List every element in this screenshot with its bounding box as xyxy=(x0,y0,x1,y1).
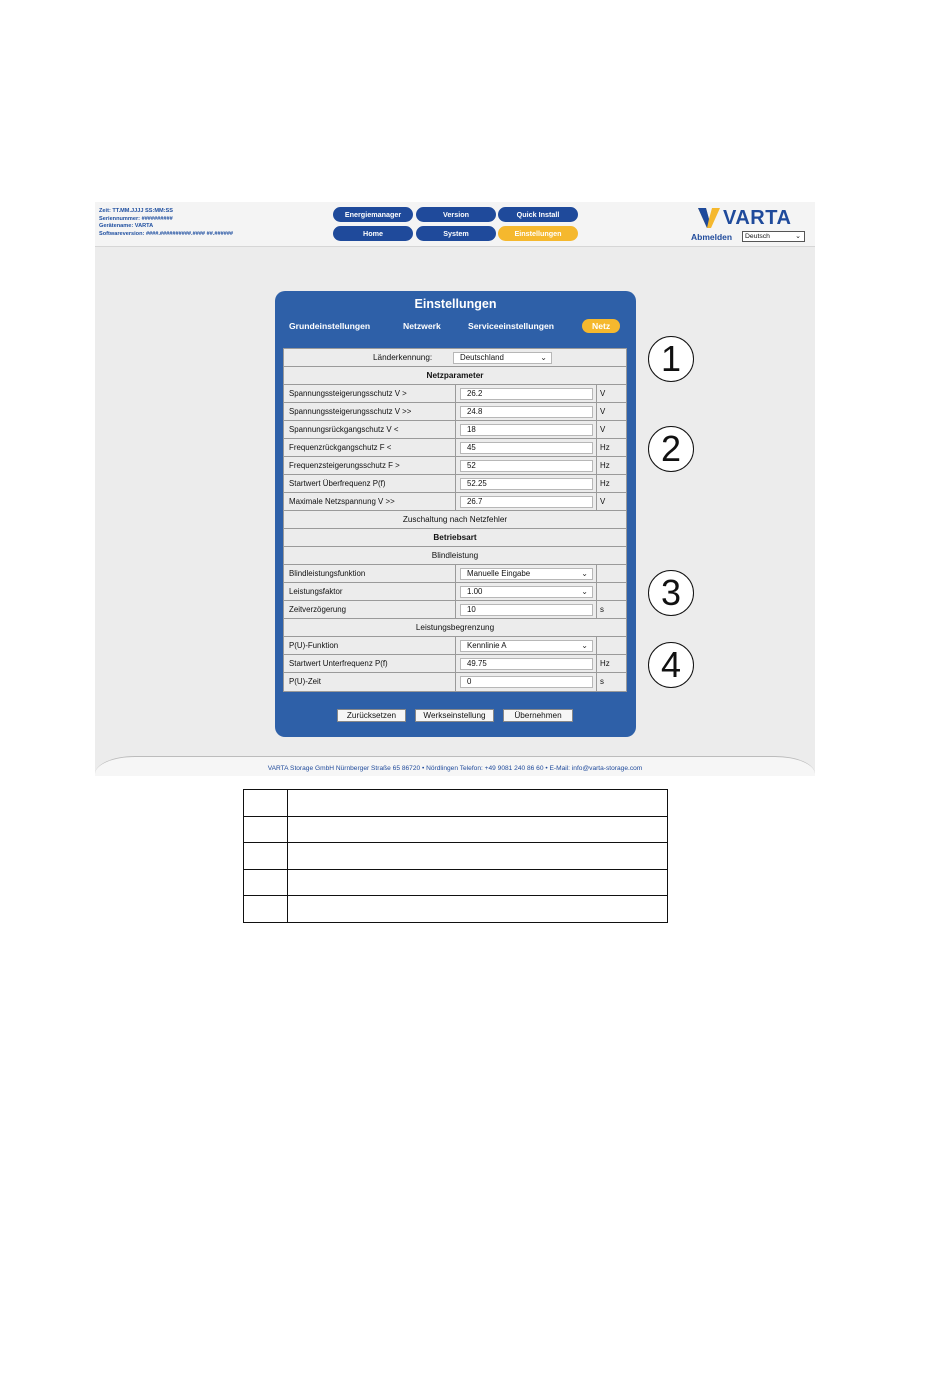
row-label: Startwert Überfrequenz P(f) xyxy=(289,479,386,488)
legend-table xyxy=(243,789,668,923)
laenderkennung-label: Länderkennung: xyxy=(373,353,433,362)
table-row xyxy=(244,869,668,896)
table-row xyxy=(284,655,626,673)
tab-netzwerk[interactable]: Netzwerk xyxy=(403,321,441,331)
unit-label: V xyxy=(600,425,606,434)
row-label: Startwert Unterfrequenz P(f) xyxy=(289,659,388,668)
table-cell xyxy=(288,896,668,923)
value-input[interactable]: 49.75 xyxy=(460,658,593,670)
column-divider xyxy=(596,385,597,402)
table-cell xyxy=(288,869,668,896)
value-input[interactable]: 26.7 xyxy=(460,496,593,508)
value-input[interactable]: 52 xyxy=(460,460,593,472)
column-divider xyxy=(455,601,456,618)
column-divider xyxy=(455,565,456,582)
row-label: Leistungsfaktor xyxy=(289,587,343,596)
logo-text: VARTA xyxy=(723,207,792,229)
app-screen xyxy=(95,202,815,776)
software-version-text: Softwareversion: ####.##########.#### ##.###### xyxy=(99,230,234,237)
footer xyxy=(95,756,815,776)
column-divider xyxy=(596,637,597,654)
language-value: Deutsch xyxy=(745,233,770,240)
column-divider xyxy=(596,421,597,438)
column-divider xyxy=(455,475,456,492)
callout-marker: 2 xyxy=(648,426,694,472)
value-input[interactable]: 45 xyxy=(460,442,593,454)
value-input[interactable]: 52.25 xyxy=(460,478,593,490)
chevron-down-icon: ⌄ xyxy=(540,353,547,362)
column-divider xyxy=(455,403,456,420)
nav-home-button[interactable]: Home xyxy=(333,226,413,241)
table-row xyxy=(244,843,668,870)
column-divider xyxy=(455,655,456,672)
column-divider xyxy=(596,673,597,691)
varta-logo xyxy=(697,206,807,230)
column-divider xyxy=(596,439,597,456)
blindleistungsfunktion-select[interactable] xyxy=(460,568,593,580)
settings-table xyxy=(283,348,627,692)
row-label: Spannungssteigerungsschutz V >> xyxy=(289,407,412,416)
column-divider xyxy=(455,457,456,474)
table-row xyxy=(244,816,668,843)
nav-system-button[interactable]: System xyxy=(416,226,496,241)
value-input[interactable]: 26.2 xyxy=(460,388,593,400)
table-row xyxy=(284,439,626,457)
row-label: P(U)-Zeit xyxy=(289,677,321,686)
chevron-down-icon: ⌄ xyxy=(581,569,588,578)
column-divider xyxy=(596,403,597,420)
column-divider xyxy=(596,475,597,492)
column-divider xyxy=(455,385,456,402)
value-input[interactable]: 24.8 xyxy=(460,406,593,418)
column-divider xyxy=(455,421,456,438)
table-row xyxy=(244,896,668,923)
column-divider xyxy=(455,637,456,654)
top-bar xyxy=(95,202,815,247)
tab-grundeinstellungen[interactable]: Grundeinstellungen xyxy=(289,321,371,331)
column-divider xyxy=(596,583,597,600)
select-value: Kennlinie A xyxy=(467,641,507,650)
nav-energiemanager-button[interactable]: Energiemanager xyxy=(333,207,413,222)
nav-quick-install-button[interactable]: Quick Install xyxy=(498,207,578,222)
row-label: Spannungsrückgangschutz V < xyxy=(289,425,399,434)
pu-funktion-select[interactable] xyxy=(460,640,593,652)
logout-link[interactable]: Abmelden xyxy=(691,232,733,242)
language-select[interactable] xyxy=(742,231,805,242)
table-cell xyxy=(244,896,288,923)
tab-serviceeinstellungen[interactable]: Serviceeinstellungen xyxy=(468,321,554,331)
row-label: Frequenzsteigerungsschutz F > xyxy=(289,461,400,470)
callout-marker: 3 xyxy=(648,570,694,616)
row-label: Blindleistungsfunktion xyxy=(289,569,366,578)
table-row xyxy=(284,385,626,403)
column-divider xyxy=(596,493,597,510)
row-label: Frequenzrückgangschutz F < xyxy=(289,443,392,452)
table-cell xyxy=(288,790,668,817)
table-row xyxy=(244,790,668,817)
row-label: P(U)-Funktion xyxy=(289,641,339,650)
table-row xyxy=(284,673,626,691)
column-divider xyxy=(596,565,597,582)
chevron-down-icon: ⌄ xyxy=(581,587,588,596)
column-divider xyxy=(596,457,597,474)
value-input[interactable]: 10 xyxy=(460,604,593,616)
section-netzparameter: Netzparameter xyxy=(284,367,626,385)
nav-version-button[interactable]: Version xyxy=(416,207,496,222)
table-row xyxy=(284,583,626,601)
unit-label: Hz xyxy=(600,479,610,488)
unit-label: V xyxy=(600,407,606,416)
unit-label: Hz xyxy=(600,659,610,668)
column-divider xyxy=(455,673,456,691)
column-divider xyxy=(596,601,597,618)
section-zuschaltung: Zuschaltung nach Netzfehler xyxy=(284,511,626,529)
tab-netz[interactable]: Netz xyxy=(582,319,620,333)
table-row xyxy=(284,493,626,511)
nav-einstellungen-button[interactable]: Einstellungen xyxy=(498,226,578,241)
table-cell xyxy=(288,843,668,870)
varta-v-icon xyxy=(697,206,721,230)
callout-marker: 4 xyxy=(648,642,694,688)
device-info xyxy=(99,208,233,238)
reset-button[interactable]: Zurücksetzen xyxy=(337,709,406,722)
device-name-text: Gerätename: VARTA xyxy=(99,223,154,230)
table-cell xyxy=(244,816,288,843)
value-input[interactable]: 18 xyxy=(460,424,593,436)
table-row xyxy=(284,601,626,619)
table-cell xyxy=(244,843,288,870)
chevron-down-icon: ⌄ xyxy=(581,641,588,650)
unit-label: V xyxy=(600,389,606,398)
select-value: Manuelle Eingabe xyxy=(467,569,531,578)
table-cell xyxy=(244,869,288,896)
unit-label: V xyxy=(600,497,606,506)
column-divider xyxy=(455,439,456,456)
row-label: Zeitverzögerung xyxy=(289,605,347,614)
table-row xyxy=(284,421,626,439)
unit-label: Hz xyxy=(600,443,610,452)
callout-marker: 1 xyxy=(648,336,694,382)
value-input[interactable]: 0 xyxy=(460,676,593,688)
table-row xyxy=(284,457,626,475)
serial-number-text: Seriennummer: ########## xyxy=(99,215,173,222)
leistungsfaktor-select[interactable] xyxy=(460,586,593,598)
column-divider xyxy=(455,493,456,510)
unit-label: Hz xyxy=(600,461,610,470)
table-row xyxy=(284,565,626,583)
factory-settings-button[interactable]: Werkseinstellung xyxy=(415,709,494,722)
laenderkennung-select[interactable] xyxy=(453,352,552,364)
chevron-down-icon: ⌄ xyxy=(795,233,801,240)
footer-text: VARTA Storage GmbH Nürnberger Straße 65 86720 • Nördlingen Telefon: +49 9081 240 86 60 • E-Mail: info@varta-storage.com xyxy=(267,765,643,772)
settings-panel xyxy=(275,291,636,737)
table-row xyxy=(284,475,626,493)
unit-label: s xyxy=(600,677,604,686)
apply-button[interactable]: Übernehmen xyxy=(503,709,573,722)
section-betriebsart: Betriebsart xyxy=(284,529,626,547)
column-divider xyxy=(596,655,597,672)
unit-label: s xyxy=(600,605,604,614)
laenderkennung-value: Deutschland xyxy=(460,353,504,362)
table-row xyxy=(284,403,626,421)
table-row xyxy=(284,637,626,655)
table-cell xyxy=(288,816,668,843)
laenderkennung-row xyxy=(284,349,626,367)
section-leistungsbegrenzung: Leistungsbegrenzung xyxy=(284,619,626,637)
time-text: Zeit: TT.MM.JJJJ SS:MM:SS xyxy=(99,208,173,214)
table-cell xyxy=(244,790,288,817)
panel-title: Einstellungen xyxy=(414,297,497,311)
row-label: Maximale Netzspannung V >> xyxy=(289,497,395,506)
select-value: 1.00 xyxy=(467,587,483,596)
row-label: Spannungssteigerungsschutz V > xyxy=(289,389,407,398)
section-blindleistung: Blindleistung xyxy=(284,547,626,565)
column-divider xyxy=(455,583,456,600)
